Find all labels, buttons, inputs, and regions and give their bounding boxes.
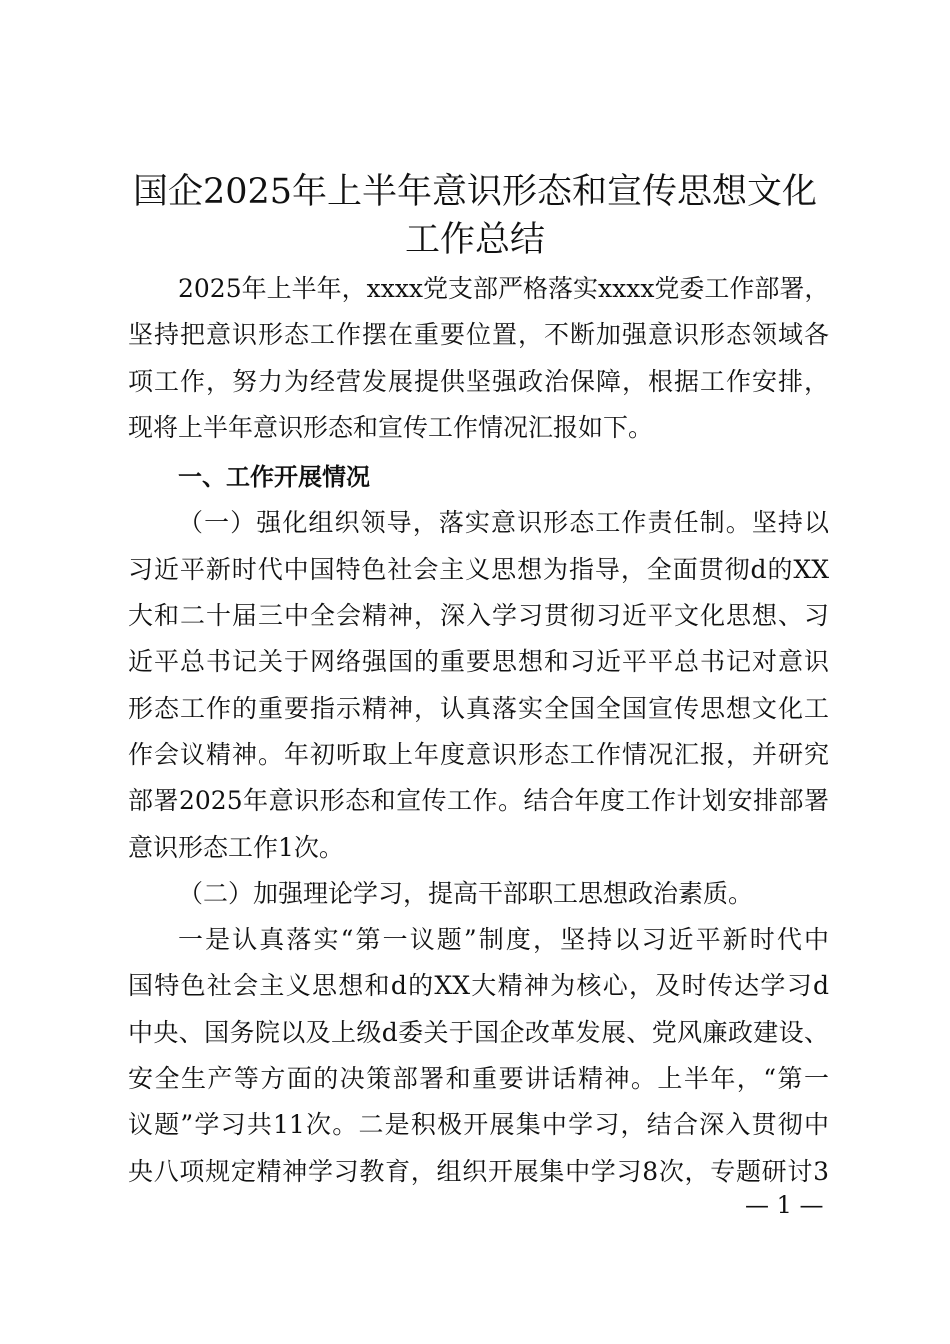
text-line: 习近平新时代中国特色社会主义思想为指导，全面贯彻d的XX [128,554,829,584]
intro-paragraph [128,266,829,451]
part-1-paragraph [128,500,829,870]
text-line: 中央、国务院以及上级d委关于国企改革发展、党风廉政建设、 [128,1017,829,1047]
text-line: 安全生产等方面的决策部署和重要讲话精神。上半年，“第一 [128,1064,829,1094]
text-line: 作会议精神。年初听取上年度意识形态工作情况汇报，并研究 [128,739,829,769]
text-line: 议题”学习共11次。二是积极开展集中学习，结合深入贯彻中 [128,1110,829,1140]
text-line: 2025年上半年，xxxx党支部严格落实xxxx党委工作部署， [178,274,829,303]
text-line: 部署2025年意识形态和宣传工作。结合年度工作计划安排部署 [128,786,829,816]
section-heading: 一、工作开展情况 [178,463,370,492]
text-line: 形态工作的重要指示精神，认真落实全国全国宣传思想文化工 [128,693,829,723]
text-line: 大和二十届三中全会精神，深入学习贯彻习近平文化思想、习 [128,601,829,631]
part-2-paragraph [128,917,829,1195]
text-line: 现将上半年意识形态和宣传工作情况汇报如下。 [128,412,654,442]
text-line: 央八项规定精神学习教育，组织开展集中学习8次，专题研讨3 [128,1156,829,1186]
document-title [120,168,830,264]
title-line-2: 工作总结 [404,220,545,260]
text-line: （一）强化组织领导，落实意识形态工作责任制。坚持以 [178,508,829,538]
text-line: 近平总书记关于网络强国的重要思想和习近平平总书记对意识 [128,647,829,677]
text-line: 一是认真落实“第一议题”制度，坚持以习近平新时代中 [178,925,829,955]
text-line: 项工作，努力为经营发展提供坚强政治保障，根据工作安排， [128,366,829,396]
text-line: 坚持把意识形态工作摆在重要位置，不断加强意识形态领域各 [128,320,829,350]
title-line-1: 国企2025年上半年意识形态和宣传思想文化 [132,172,818,212]
text-line: 意识形态工作1次。 [128,832,344,862]
page-number: — 1 — [745,1191,824,1219]
subsection-heading: （二）加强理论学习，提高干部职工思想政治素质。 [178,878,754,908]
text-line: 国特色社会主义思想和d的XX大精神为核心，及时传达学习d [128,971,829,1001]
document-body [128,266,829,1195]
